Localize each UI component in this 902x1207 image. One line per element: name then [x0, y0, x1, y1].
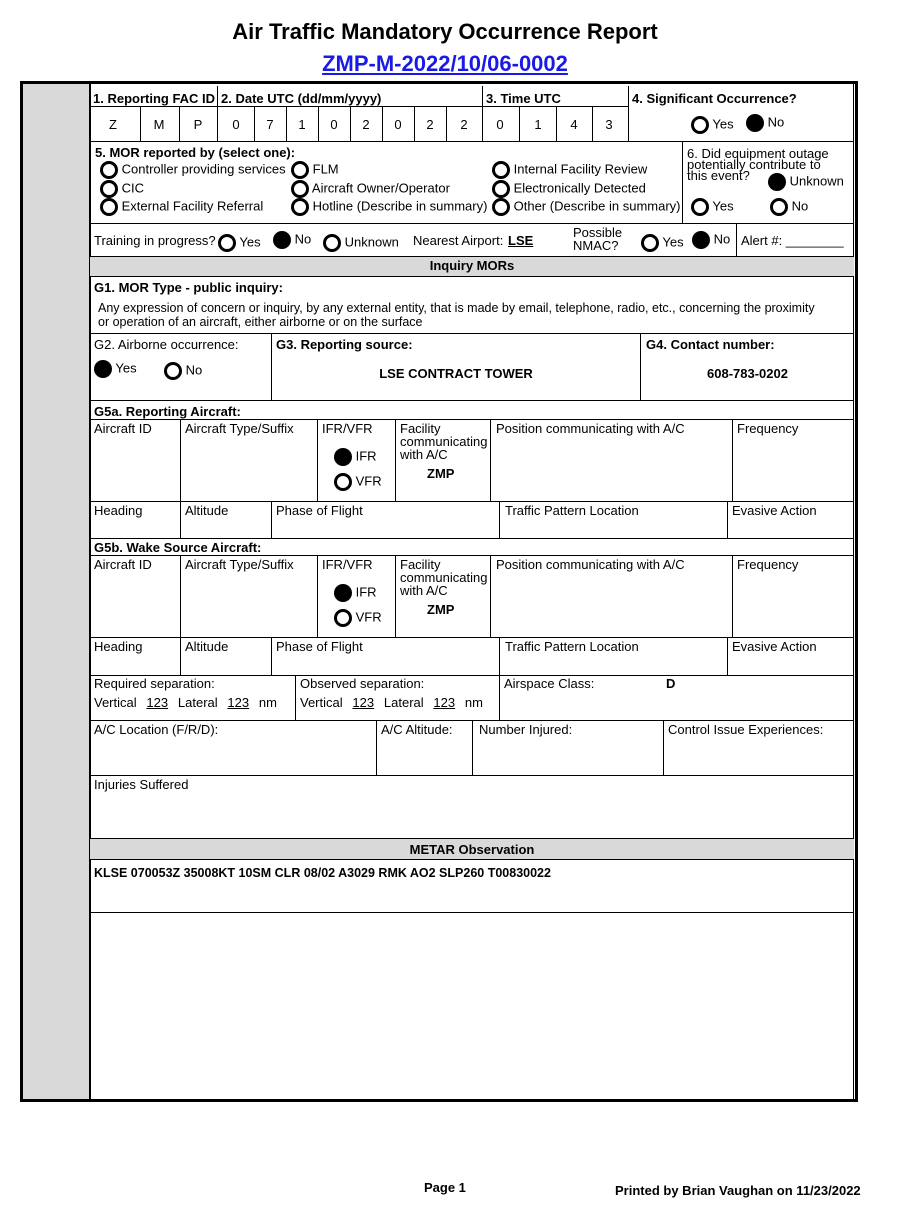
radio-icon	[334, 609, 352, 627]
time-char: 0	[496, 117, 504, 132]
g5b-aircraft-id: Aircraft ID	[94, 557, 152, 572]
radio-icon	[492, 161, 510, 179]
g2-label: G2. Airborne occurrence:	[94, 337, 239, 352]
radio-icon	[218, 234, 236, 252]
radio-icon	[492, 180, 510, 198]
equipment-no[interactable]: No	[770, 198, 808, 216]
mor-option-electronic[interactable]: Electronically Detected	[492, 180, 646, 198]
obs-lateral-value: 123	[433, 695, 456, 710]
g5a-phase: Phase of Flight	[276, 503, 363, 518]
mor-option-internal[interactable]: Internal Facility Review	[492, 161, 647, 179]
number-injured-label: Number Injured:	[479, 722, 573, 737]
g5a-pattern: Traffic Pattern Location	[505, 503, 639, 518]
g1-text-1: Any expression of concern or inquiry, by any external entity, that is made by email, telephone, radio, etc., concerning the proximity	[98, 301, 815, 315]
g5a-facility-3: with A/C	[400, 447, 448, 462]
mor-option-other[interactable]: Other (Describe in summary)	[492, 198, 681, 216]
metar-band: METAR Observation	[90, 839, 854, 859]
metar-value: KLSE 070053Z 35008KT 10SM CLR 08/02 A3029 RMK AO2 SLP260 T00830022	[94, 866, 551, 880]
g5b-facility-value: ZMP	[427, 602, 455, 617]
nearest-airport-value: LSE	[508, 233, 534, 248]
radio-icon	[691, 198, 709, 216]
g1-text-2: or operation of an aircraft, either airborne or on the surface	[98, 315, 423, 329]
radio-icon	[334, 473, 352, 491]
g5a-frequency: Frequency	[737, 421, 799, 436]
radio-icon	[691, 116, 709, 134]
radio-filled-icon	[334, 584, 352, 602]
radio-filled-icon	[692, 231, 710, 249]
g3-label: G3. Reporting source:	[276, 337, 413, 352]
g2-no[interactable]: No	[164, 362, 202, 380]
g5b-frequency: Frequency	[737, 557, 799, 572]
mor-option-flm[interactable]: FLM	[291, 161, 339, 179]
training-no[interactable]: No	[273, 231, 311, 249]
g5a-facility-1: Facility	[400, 421, 441, 436]
g5b-heading: Heading	[94, 639, 143, 654]
date-char: 7	[266, 117, 274, 132]
equipment-label-2: potentially contribute to	[687, 157, 821, 172]
radio-filled-icon	[746, 114, 764, 132]
g5b-facility-2: communicating	[400, 570, 488, 585]
left-gutter	[23, 84, 89, 1099]
date-label: 2. Date UTC (dd/mm/yyyy)	[221, 91, 382, 106]
radio-filled-icon	[768, 173, 786, 191]
g5b-aircraft-type: Aircraft Type/Suffix	[185, 557, 294, 572]
g5b-altitude: Altitude	[185, 639, 229, 654]
airspace-class-value: D	[666, 676, 676, 691]
mor-by-label: 5. MOR reported by (select one):	[95, 145, 296, 160]
date-char: 2	[426, 117, 434, 132]
g1-label: G1. MOR Type - public inquiry:	[94, 280, 283, 295]
training-unknown[interactable]: Unknown	[323, 234, 399, 252]
g4-value: 608-783-0202	[707, 366, 788, 381]
radio-icon	[100, 161, 118, 179]
printed-by: Printed by Brian Vaughan on 11/23/2022	[615, 1183, 861, 1198]
radio-icon	[291, 198, 309, 216]
report-id-link[interactable]: ZMP-M-2022/10/06-0002	[322, 51, 568, 76]
training-label: Training in progress?	[94, 233, 216, 248]
significant-label: 4. Significant Occurrence?	[632, 91, 797, 106]
equipment-label-3: this event?	[687, 168, 750, 183]
g5a-aircraft-id: Aircraft ID	[94, 421, 152, 436]
radio-icon	[492, 198, 510, 216]
g5a-altitude: Altitude	[185, 503, 229, 518]
radio-filled-icon	[94, 360, 112, 378]
airspace-class-label: Airspace Class:	[504, 676, 595, 691]
date-char: 2	[460, 117, 468, 132]
nmac-label-2: NMAC?	[573, 238, 619, 253]
g5b-phase: Phase of Flight	[276, 639, 363, 654]
equipment-yes[interactable]: Yes	[691, 198, 734, 216]
alert-number-label: Alert #: ________	[741, 233, 844, 248]
g5b-evasive: Evasive Action	[732, 639, 817, 654]
g5b-position: Position communicating with A/C	[496, 557, 685, 572]
nmac-label-1: Possible	[573, 225, 623, 240]
obs-vertical-value: 123	[352, 695, 375, 710]
g4-label: G4. Contact number:	[646, 337, 775, 352]
mor-option-hotline[interactable]: Hotline (Describe in summary)	[291, 198, 487, 216]
g5b-vfr[interactable]: VFR	[334, 609, 382, 627]
radio-icon	[770, 198, 788, 216]
significant-yes[interactable]: Yes	[691, 116, 734, 134]
g5a-facility-value: ZMP	[427, 466, 455, 481]
nearest-airport-label: Nearest Airport:	[413, 233, 504, 248]
equipment-label-1: 6. Did equipment outage	[687, 146, 829, 161]
time-char: 4	[570, 117, 578, 132]
radio-filled-icon	[334, 448, 352, 466]
nmac-no[interactable]: No	[692, 231, 730, 249]
radio-icon	[164, 362, 182, 380]
radio-icon	[100, 180, 118, 198]
mor-option-controller[interactable]: Controller providing services	[100, 161, 286, 179]
date-char: 0	[232, 117, 240, 132]
g5b-ifr[interactable]: IFR	[334, 584, 377, 602]
radio-icon	[323, 234, 341, 252]
g3-value: LSE CONTRACT TOWER	[379, 366, 533, 381]
significant-no[interactable]: No	[746, 114, 784, 132]
fac-char: Z	[109, 117, 117, 132]
radio-filled-icon	[273, 231, 291, 249]
date-char: 0	[330, 117, 338, 132]
mor-option-cic[interactable]: CIC	[100, 180, 144, 198]
g5b-facility-3: with A/C	[400, 583, 448, 598]
g5a-evasive: Evasive Action	[732, 503, 817, 518]
req-lateral-value: 123	[227, 695, 250, 710]
g5a-vfr[interactable]: VFR	[334, 473, 382, 491]
observed-separation-values: Vertical 123 Lateral 123 nm	[300, 695, 483, 710]
g5a-position: Position communicating with A/C	[496, 421, 685, 436]
fac-label: 1. Reporting FAC ID	[93, 91, 216, 106]
g5a-ifr[interactable]: IFR	[334, 448, 377, 466]
g5a-label: G5a. Reporting Aircraft:	[94, 404, 241, 419]
radio-icon	[291, 180, 309, 198]
injuries-suffered-label: Injuries Suffered	[94, 777, 189, 792]
training-yes[interactable]: Yes	[218, 234, 261, 252]
g5a-aircraft-type: Aircraft Type/Suffix	[185, 421, 294, 436]
equipment-unknown[interactable]: Unknown	[768, 173, 844, 191]
radio-icon	[641, 234, 659, 252]
observed-separation-label: Observed separation:	[300, 676, 425, 691]
g5a-facility-2: communicating	[400, 434, 488, 449]
control-issue-label: Control Issue Experiences:	[668, 722, 824, 737]
fac-char: P	[193, 117, 203, 132]
date-char: 1	[298, 117, 306, 132]
ac-location-label: A/C Location (F/R/D):	[94, 722, 219, 737]
ac-altitude-label: A/C Altitude:	[381, 722, 453, 737]
mor-option-external[interactable]: External Facility Referral	[100, 198, 263, 216]
required-separation-label: Required separation:	[94, 676, 215, 691]
time-char: 1	[534, 117, 542, 132]
page-number: Page 1	[424, 1180, 466, 1195]
time-label: 3. Time UTC	[486, 91, 561, 106]
g5a-ifr-vfr: IFR/VFR	[322, 421, 373, 436]
date-char: 0	[394, 117, 402, 132]
g5a-heading: Heading	[94, 503, 143, 518]
g5b-facility-1: Facility	[400, 557, 441, 572]
nmac-yes[interactable]: Yes	[641, 234, 684, 252]
radio-icon	[100, 198, 118, 216]
radio-icon	[291, 161, 309, 179]
g5b-pattern: Traffic Pattern Location	[505, 639, 639, 654]
inquiry-band: Inquiry MORs	[90, 257, 854, 276]
g2-yes[interactable]: Yes	[94, 360, 137, 378]
date-char: 2	[362, 117, 370, 132]
req-vertical-value: 123	[146, 695, 169, 710]
fac-char: M	[153, 117, 165, 132]
g5b-label: G5b. Wake Source Aircraft:	[94, 540, 262, 555]
required-separation-values: Vertical 123 Lateral 123 nm	[94, 695, 277, 710]
g5b-ifr-vfr: IFR/VFR	[322, 557, 373, 572]
time-char: 3	[605, 117, 613, 132]
report-title: Air Traffic Mandatory Occurrence Report	[232, 19, 658, 44]
mor-option-owner[interactable]: Aircraft Owner/Operator	[291, 180, 450, 198]
